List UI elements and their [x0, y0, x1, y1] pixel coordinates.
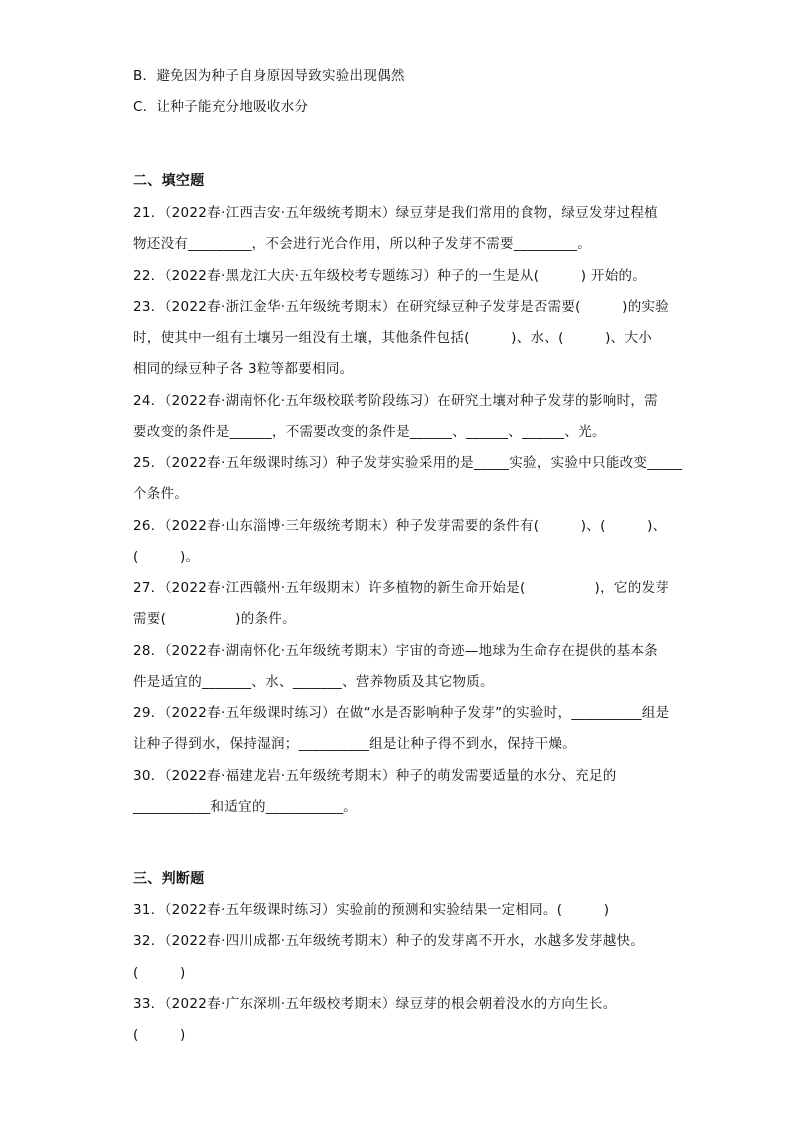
question-line: 物还没有_________，不会进行光合作用，所以种子发芽不需要_________。 [133, 236, 592, 252]
question-line: 要改变的条件是______，不需要改变的条件是______、______、______、光。 [133, 424, 606, 440]
question-line: 22．（2022春·黑龙江大庆·五年级校考专题练习）种子的一生是从( ) 开始的。 [133, 268, 647, 284]
question-line: ( ) [133, 965, 186, 981]
question-line: 件是适宜的_______、水、_______、营养物质及其它物质。 [133, 674, 494, 690]
question-line: 26．（2022春·山东淄博·三年级统考期末）种子发芽需要的条件有( )、( )、 [133, 518, 667, 534]
question-line: 30．（2022春·福建龙岩·五年级统考期末）种子的萌发需要适量的水分、充足的 [133, 768, 617, 784]
question-line: 28．（2022春·湖南怀化·五年级统考期末）宇宙的奇迹—地球为生命存在提供的基本条 [133, 643, 658, 659]
question-line: 相同的绿豆种子各 3粒等都要相同。 [133, 361, 354, 377]
question-line: 32．（2022春·四川成都·五年级统考期末）种子的发芽离不开水，水越多发芽越快。 [133, 933, 645, 949]
question-line: 个条件。 [133, 486, 189, 502]
question-line: 29．（2022春·五年级课时练习）在做“水是否影响种子发芽”的实验时，__________组是 [133, 705, 670, 721]
question-line: ( ) [133, 1027, 186, 1043]
question-line: 21．（2022春·江西吉安·五年级统考期末）绿豆芽是我们常用的食物，绿豆发芽过程植 [133, 205, 658, 221]
option-c: C．让种子能充分地吸收水分 [133, 99, 309, 115]
question-line: 23．（2022春·浙江金华·五年级统考期末）在研究绿豆种子发芽是否需要( )的实验 [133, 299, 670, 315]
question-line: ___________和适宜的___________。 [133, 799, 358, 815]
question-line: 25．（2022春·五年级课时练习）种子发芽实验采用的是_____实验，实验中只能改变_____ [133, 455, 683, 471]
question-line: 需要( )的条件。 [133, 611, 296, 627]
question-line: 让种子得到水，保持湿润；__________组是让种子得不到水，保持干燥。 [133, 736, 577, 752]
section-heading-fill-blank: 二、填空题 [133, 173, 205, 189]
question-line: 31．（2022春·五年级课时练习）实验前的预测和实验结果一定相同。( ) [133, 902, 610, 918]
question-line: 33．（2022春·广东深圳·五年级校考期末）绿豆芽的根会朝着没水的方向生长。 [133, 996, 617, 1012]
question-line: 24．（2022春·湖南怀化·五年级校联考阶段练习）在研究土壤对种子发芽的影响时，需 [133, 393, 658, 409]
question-line: 27．（2022春·江西赣州·五年级期末）许多植物的新生命开始是( )，它的发芽 [133, 580, 670, 596]
section-heading-true-false: 三、判断题 [133, 871, 205, 887]
question-line: ( )。 [133, 549, 200, 565]
question-line: 时，使其中一组有土壤另一组没有土壤，其他条件包括( )、水、( )、大小 [133, 330, 653, 346]
option-b: B．避免因为种子自身原因导致实验出现偶然 [133, 68, 405, 84]
